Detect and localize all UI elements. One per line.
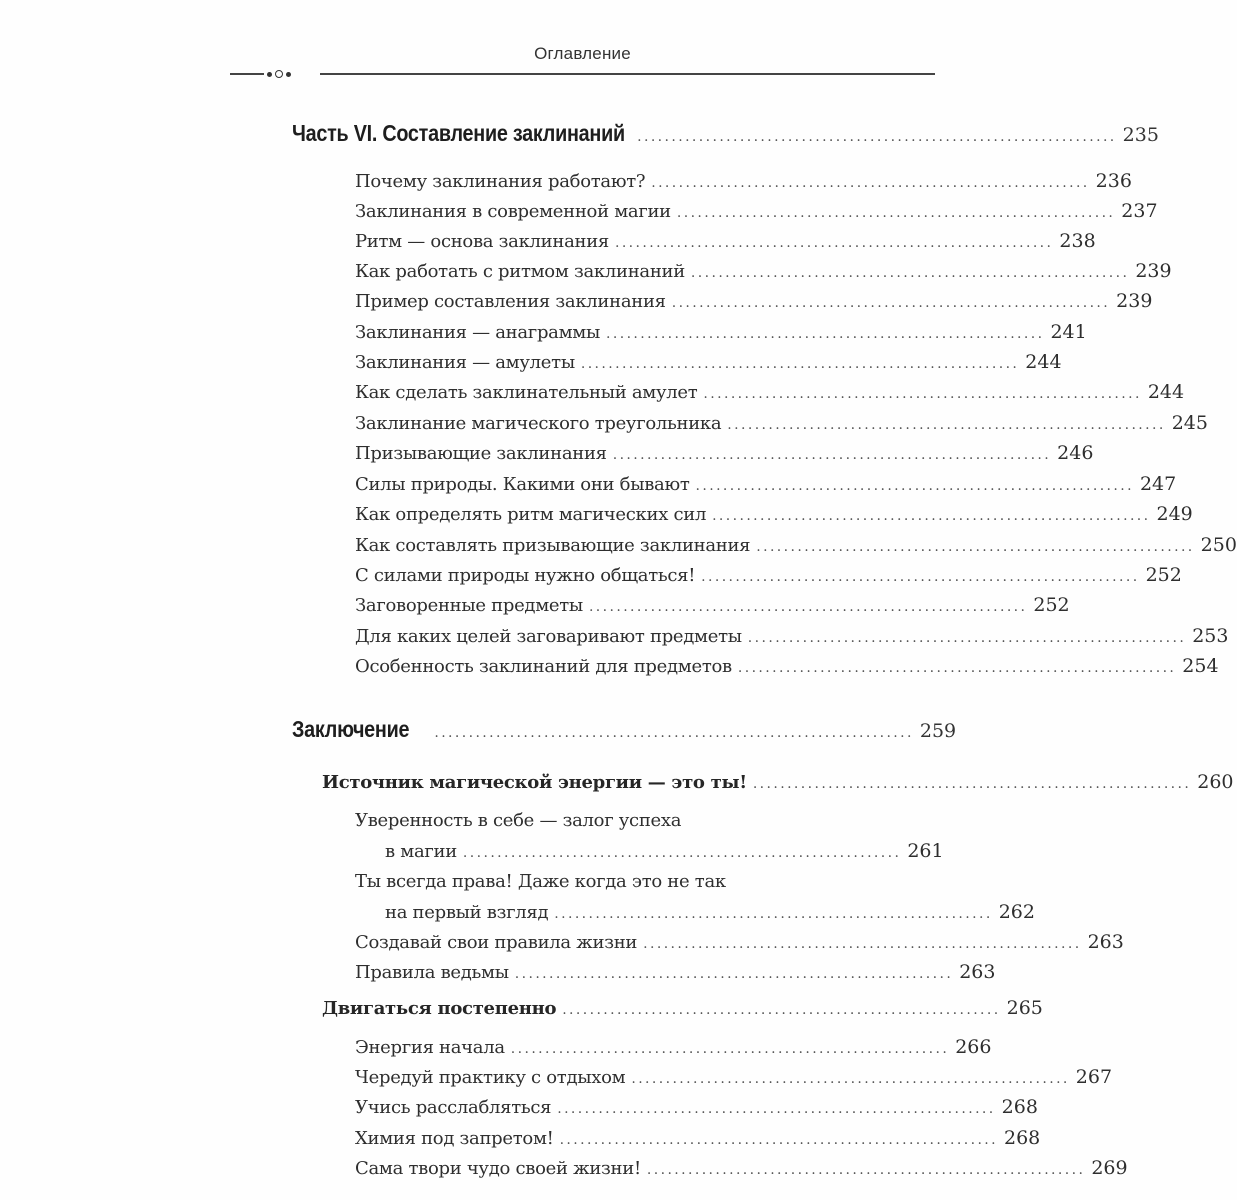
dot-leader: ................................................................ [703,386,1142,402]
page-number: 235 [1122,124,1159,146]
page-number: 244 [1025,351,1062,373]
page-number: 252 [1033,594,1070,616]
toc-entry[interactable] [355,230,1096,252]
dot-leader: ................................................................ [701,569,1140,585]
toc-entry[interactable] [355,594,1070,616]
dot-leader: ................................................................ [643,936,1082,952]
page-number: 262 [998,901,1035,923]
page-number: 238 [1059,230,1096,252]
entry-title: Чередуй практику с отдыхом [355,1067,626,1088]
dot-leader: ................................................................ [646,1162,1086,1178]
toc-entry[interactable] [355,961,996,983]
toc-entry[interactable] [355,503,1193,525]
dot-leader: ................................................................ [514,966,954,982]
toc-entry[interactable] [355,473,1177,495]
page-number: 263 [959,961,996,983]
entry-title: Заклинание магического треугольника [355,413,722,434]
dot-leader: ................................................................ [510,1041,950,1057]
entry-title: Создавай свои правила жизни [355,932,638,953]
toc-entry[interactable] [355,412,1208,434]
entry-title: Заклинания — анаграммы [355,322,601,343]
dot-leader: ................................................................ [606,326,1045,342]
toc-entry[interactable] [355,534,1237,556]
dot-leader: ................................................................ [557,1101,996,1117]
header-rule [230,73,935,75]
dot-leader: ................................................................ [756,539,1195,555]
ornament-icon [264,68,320,80]
toc-entry[interactable] [355,321,1087,343]
entry-title: Призывающие заклинания [355,443,607,464]
toc-entry[interactable] [355,655,1219,677]
running-header-title: Оглавление [534,44,631,63]
dot-leader: ................................................................ [631,1071,1070,1087]
page-number: 244 [1147,381,1185,403]
dot-leader: ...................................................................... [434,725,914,741]
dot-leader: ................................................................ [559,1132,998,1148]
dot-leader: ................................................................ [554,906,993,922]
entry-title: Как составлять призывающие заклинания [355,535,751,556]
page-number: 247 [1139,473,1177,495]
toc-entry[interactable] [355,442,1094,464]
dot-leader: ................................................................ [737,660,1177,676]
dot-leader: ................................................................ [747,630,1187,646]
toc-part-entry[interactable] [292,716,957,743]
toc-entry[interactable] [355,1036,992,1058]
entry-title: Пример составления заклинания [355,291,666,312]
dot-leader: ................................................................ [671,295,1111,311]
entry-title: Химия под запретом! [355,1128,554,1149]
page-number: 246 [1057,442,1094,464]
toc-part-entry[interactable] [292,120,1159,147]
dot-leader: ................................................................ [695,478,1134,494]
dot-leader: ................................................................ [690,265,1130,281]
toc-entry[interactable] [355,564,1182,586]
toc-entry[interactable] [385,840,944,862]
chapter-title: Двигаться постепенно [322,998,557,1019]
page-number: 269 [1091,1157,1128,1179]
entry-title: Как определять ритм магических сил [355,504,707,525]
entry-title: Как сделать заклинательный амулет [355,382,698,403]
toc-entry[interactable] [355,1157,1128,1179]
page-number: 245 [1171,412,1208,434]
toc-entry[interactable] [385,901,1035,923]
entry-title: Особенность заклинаний для предметов [355,656,732,677]
entry-title: Заговоренные предметы [355,595,583,616]
page-number: 249 [1156,503,1193,525]
dot-leader: ................................................................ [588,599,1028,615]
entry-title-line1[interactable]: Уверенность в себе — залог успеха [355,810,682,831]
dot-leader: ................................................................ [727,417,1166,433]
dot-leader: ...................................................................... [637,129,1117,145]
toc-entry[interactable] [355,931,1124,953]
entry-title: Энергия начала [355,1037,505,1058]
page-number: 237 [1121,200,1158,222]
toc-chapter-entry[interactable] [322,771,1234,793]
page-number: 253 [1192,625,1229,647]
entry-title: Силы природы. Какими они бывают [355,474,690,495]
entry-title: Для каких целей заговаривают предметы [355,626,742,647]
part-title: Часть VI. Составление заклинаний [292,120,625,146]
entry-title: Правила ведьмы [355,962,509,983]
entry-title-line2: на первый взгляд [385,902,549,923]
entry-title-line2: в магии [385,841,457,862]
entry-title: Заклинания — амулеты [355,352,575,373]
toc-entry[interactable] [355,200,1158,222]
entry-title: Как работать с ритмом заклинаний [355,261,685,282]
page-number: 252 [1145,564,1182,586]
entry-title: Ритм — основа заклинания [355,231,609,252]
toc-entry[interactable] [355,381,1185,403]
dot-leader: ................................................................ [580,356,1020,372]
entry-title-line1[interactable]: Ты всегда права! Даже когда это не так [355,871,726,892]
page-number: 266 [955,1036,992,1058]
dot-leader: ................................................................ [651,175,1090,191]
page-number: 241 [1050,321,1087,343]
toc-entry[interactable] [355,1066,1113,1088]
entry-title: Заклинания в современной магии [355,201,671,222]
page-number: 239 [1135,260,1172,282]
page-number: 268 [1004,1127,1041,1149]
dot-leader: ................................................................ [752,776,1192,792]
toc-entry[interactable] [355,290,1153,312]
page-number: 267 [1075,1066,1113,1088]
entry-title: С силами природы нужно общаться! [355,565,696,586]
ornament-dot-icon [267,72,272,77]
toc-entry[interactable] [355,170,1132,192]
toc-entry[interactable] [355,260,1172,282]
page-number: 259 [919,720,957,742]
page-number: 250 [1200,534,1237,556]
toc-entry[interactable] [355,351,1062,373]
toc-entry[interactable] [355,625,1229,647]
page-number: 263 [1087,931,1124,953]
dot-leader: ................................................................ [676,205,1116,221]
ornament-ring-icon [275,70,283,78]
ornament-dot-icon [286,72,291,77]
dot-leader: ................................................................ [462,845,902,861]
conclusion-title: Заключение [292,716,410,742]
dot-leader: ................................................................ [612,447,1052,463]
entry-title: Почему заклинания работают? [355,171,646,192]
dot-leader: ................................................................ [712,508,1151,524]
dot-leader: ................................................................ [614,235,1054,251]
page-number: 265 [1006,997,1043,1019]
chapter-title: Источник магической энергии — это ты! [322,772,747,793]
entry-title: Сама твори чудо своей жизни! [355,1158,641,1179]
toc-entry[interactable] [355,1127,1041,1149]
toc-entry[interactable] [355,1096,1038,1118]
page-number: 268 [1001,1096,1038,1118]
entry-title: Учись расслабляться [355,1097,552,1118]
page-number: 254 [1182,655,1219,677]
toc-chapter-entry[interactable] [322,997,1043,1019]
dot-leader: ................................................................ [562,1002,1001,1018]
page-number: 260 [1197,771,1234,793]
page-number: 261 [907,840,944,862]
page-number: 239 [1116,290,1153,312]
page-number: 236 [1095,170,1132,192]
